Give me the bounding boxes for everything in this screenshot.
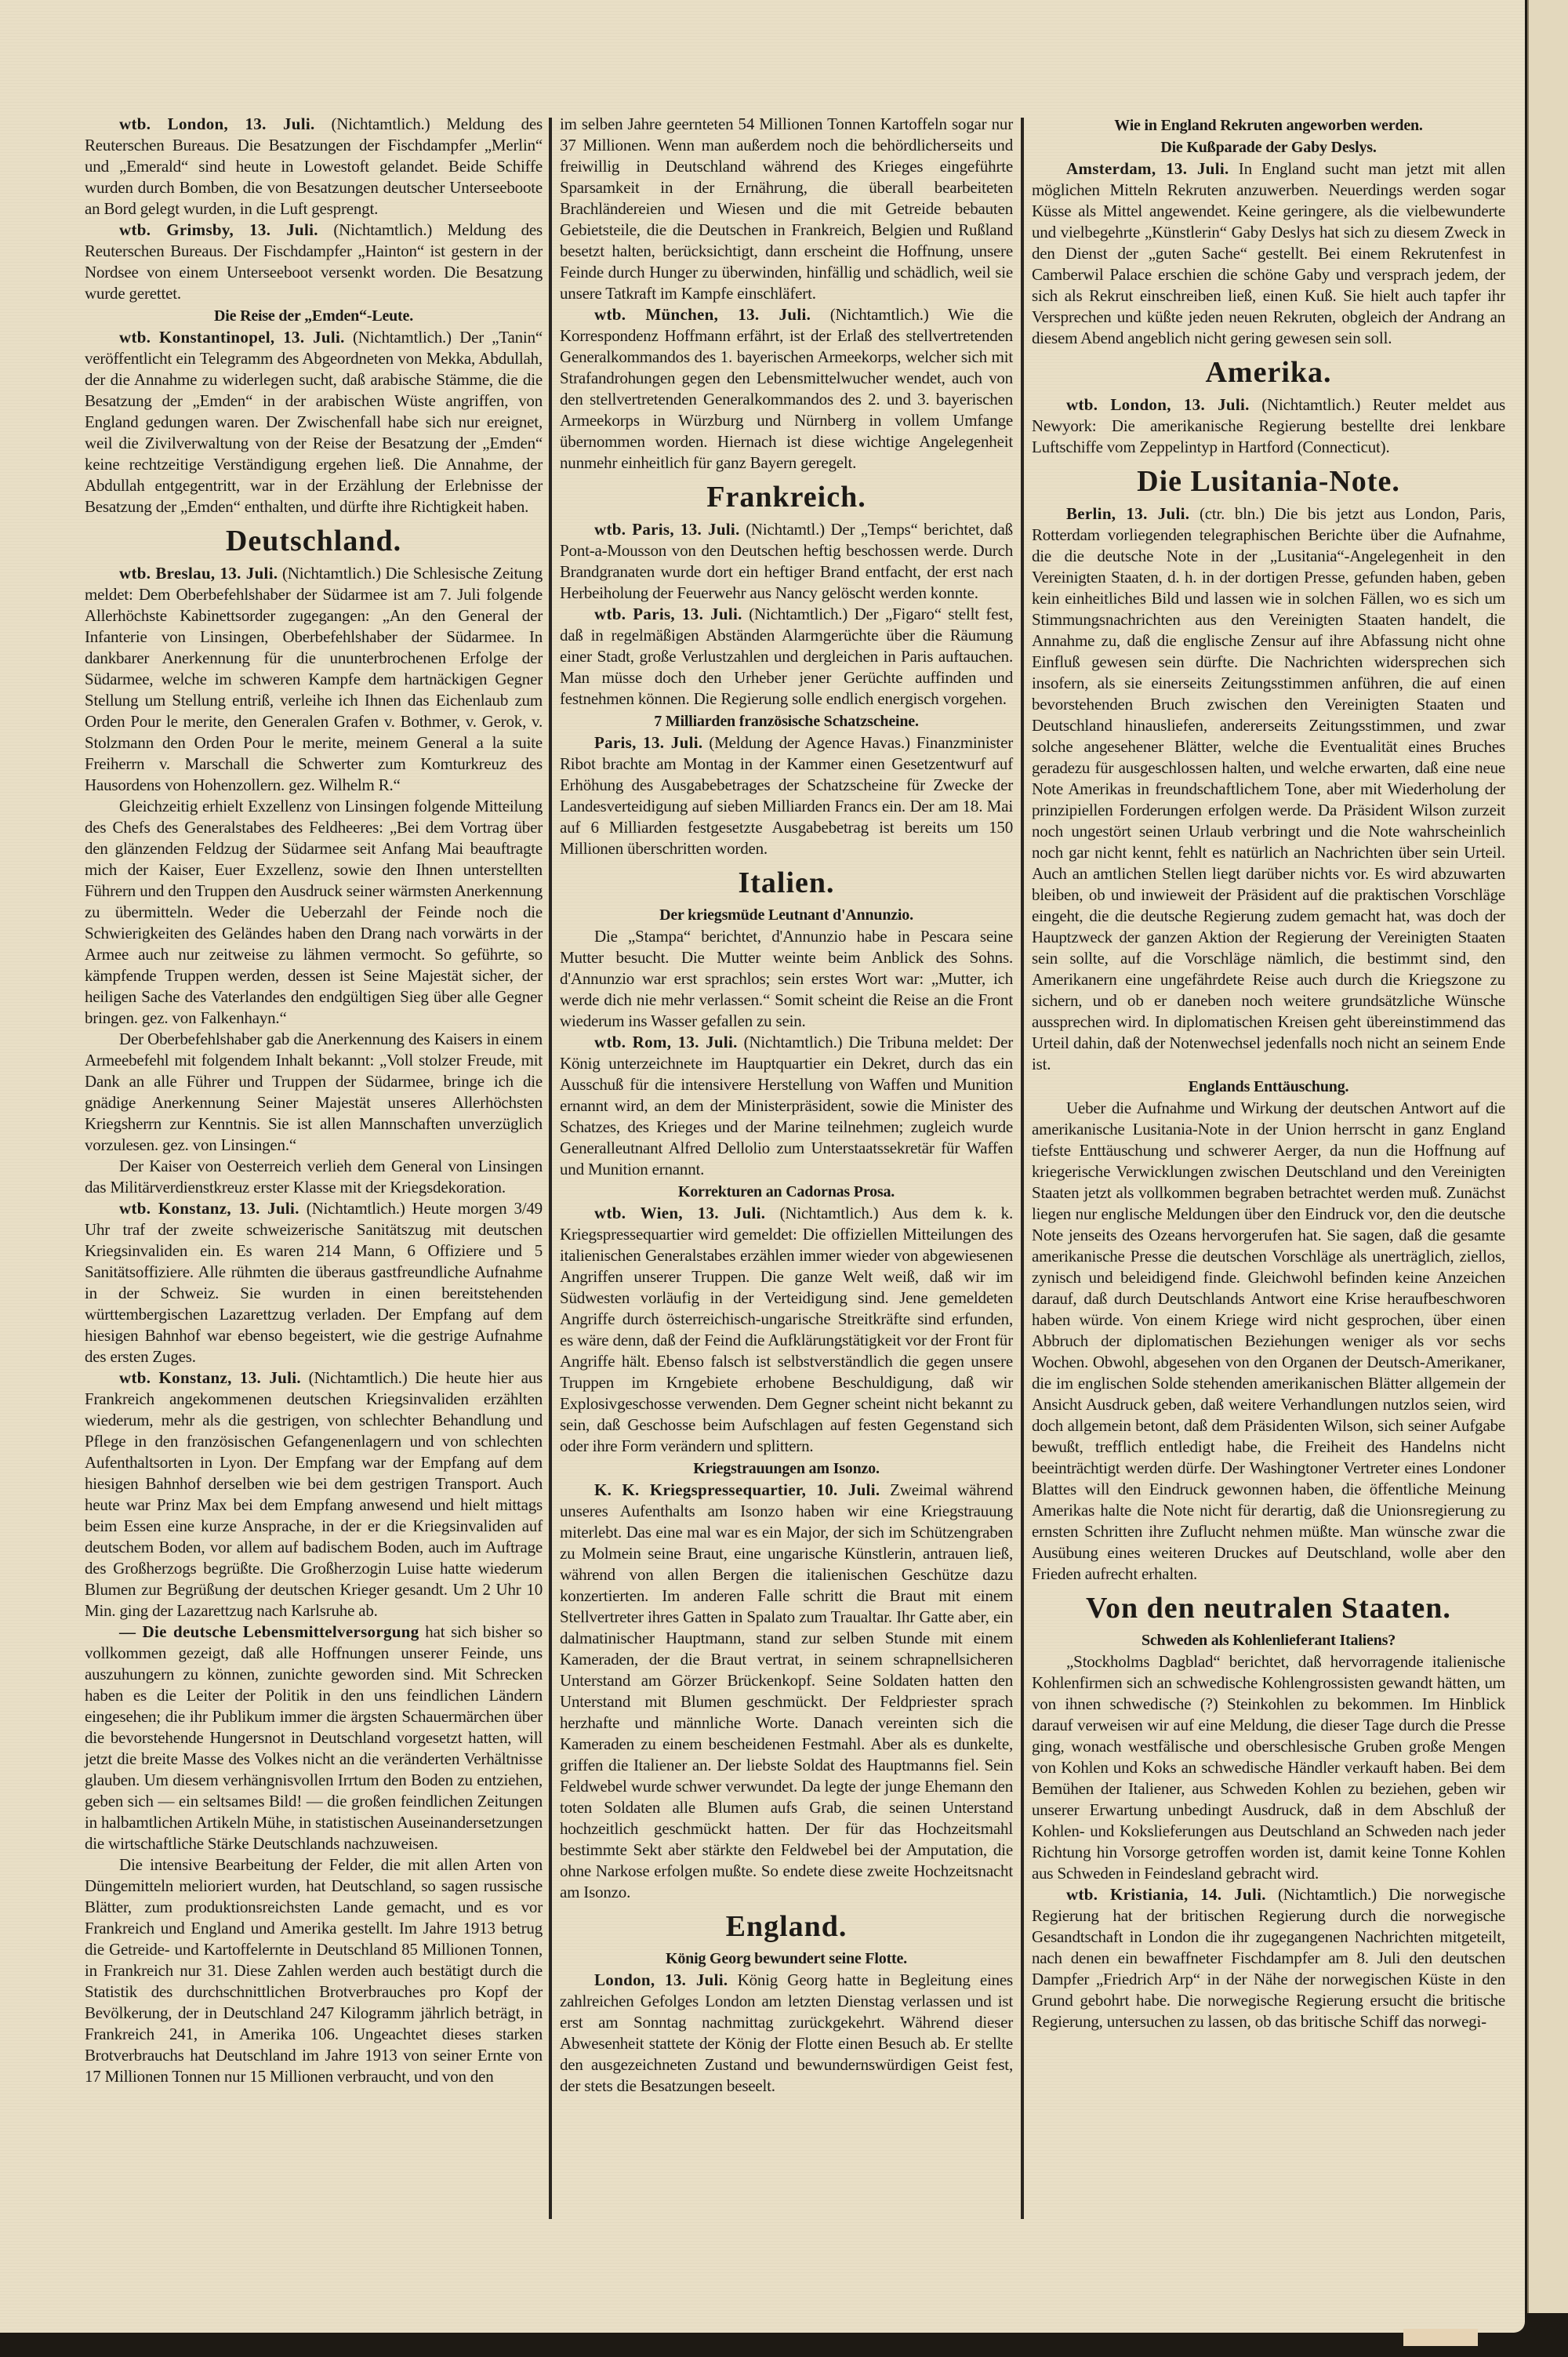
article-paragraph (560, 1203, 1013, 1457)
adjacent-page-edge (1527, 0, 1568, 2313)
page-tab (1403, 2329, 1478, 2346)
paragraph-text: (Nichtamtlich.) Der „Figaro“ stellt fest, daß in regelmäßigen Abständen Alarmgerüchte über die Räumung einer Stadt, große Verlustzahlen und dergleichen in Paris auftauchen. Man müsse doch den Urheber jener Gerüchte auffinden und festnehmen können. Die Regierung solle endlich energisch vorgehen. (560, 605, 1013, 708)
dateline: wtb. München, 13. Juli. (594, 305, 811, 324)
article-headline: Wie in England Rekruten angeworben werden. (1114, 117, 1423, 134)
article-paragraph (85, 1854, 543, 2087)
paragraph-text: (ctr. bln.) Die bis jetzt aus London, Paris, Rotterdam vorliegenden telegraphischen Berichte über die Aufnahme, die die deutsche Note in der „Lusitania“-Angelegenheit in den Vereinigten Staaten, d. h. in der dortigen Presse, gefunden haben, geben kein einheitliches Bild und lassen wie in solchen Fällen, wo es sich um Stimmungsnachrichten aus den Vereinigten Staaten handelt, die Annahme zu, daß die englische Zensur auf ihre Abfassung nicht ohne Einfluß gewesen sein dürfte. Die Nachrichten widersprechen sich insofern, als sie einerseits Zeitungsstimmen anführen, die auf einen bevorstehenden Bruch zwischen den Vereinigten Staaten und Deutschland hinausliefen, andererseits Zeitungsstimmen, und zwar solche angesehener Blätter, welche die Eventualität eines Bruches geradezu für ausgeschlossen halten, und welche erwarten, daß eine neue Note Amerikas in freundschaftlichem Tone, aber mit Wiederholung der prinzipiellen Forderungen erfolgen werde. Da Präsident Wilson zurzeit noch ungestört seinen Urlaub verbringt und die Note wahrscheinlich noch gar nicht kennt, fehlt es natürlich an Nachrichten über sein Urteil. Auch an amtlichen Stellen liegt darüber nichts vor. Es wird abzuwarten bleiben, ob und inwieweit der Präsident auf die praktischen Vorschläge eingeht, die die deutsche Regierung zudem gemacht hat, was doch der Hauptzweck der ganzen Aktion der Regierung der Vereinigten Staaten sein sollte, auf die Vorschläge nämlich, die bestimmt sind, den Amerikanern eine ungefährdete Reise auch durch die Kriegszone zu sichern, und ob er daneben noch weitere grundsätzliche Wünsche aussprechen wird. In diplomatischen Kreisen geht übereinstimmend das Urteil dahin, daß der Notenwechsel jedenfalls noch nicht an seinem Ende ist. (1032, 504, 1505, 1073)
paragraph-text: „Stockholms Dagblad“ berichtet, daß hervorragende italienische Kohlenfirmen sich an schwedische Kohlengrossisten gewandt hätten, um von ihnen schwedische (?) Steinkohlen zu bekommen. Im Hinblick darauf verweisen wir auf eine Meldung, die dieser Tage durch die Presse ging, wonach westfälische und oberschlesische Gruben große Mengen von Kohlen und Koks an schwedische Händler verkauft haben. Bei dem Bemühen der Italiener, aus Schweden Kohlen zu beziehen, geben wir unserer Erwartung unbedingt Ausdruck, daß in dem Abschluß der Kohlen- und Kokslieferungen aus Deutschland an Schweden nach jeder Richtung hin Vorsorge getroffen worden ist, damit keine Tonne Kohlen aus Schweden in Feindesland gebracht wird. (1032, 1652, 1505, 1883)
paragraph-text: Gleichzeitig erhielt Exzellenz von Linsingen folgende Mitteilung des Chefs des Generalstabes des Feldheeres: „Bei dem Vortrag über den glänzenden Feldzug der Südarmee seit Anfang Mai beauftragte mich der Kaiser, Euer Exzellenz, sowie den Ihnen unterstellten Führern und den Truppen den Ausdruck seiner wärmsten Anerkennung zu übermitteln. Weder die Ueberzahl der Feinde noch die Schwierigkeiten des Geländes haben den Drang nach vorwärts in der Armee auch nur zeitweise zu lähmen vermocht. So geführte, so kämpfende Truppen werden, dessen ist Seine Majestät sicher, der heiligen Sache des Vaterlandes den endgültigen Sieg über alle Gegner bringen. gez. von Falkenhayn.“ (85, 797, 543, 1027)
article-paragraph (85, 1029, 543, 1156)
paragraph-text: Der Kaiser von Oesterreich verlieh dem General von Linsingen das Militärverdienstkreuz erster Klasse mit der Kriegsdekoration. (85, 1157, 543, 1197)
article-headline: König Georg bewundert seine Flotte. (666, 1950, 907, 1967)
article-headline: Die Reise der „Emden“-Leute. (214, 307, 413, 325)
article-paragraph (85, 563, 543, 796)
article-paragraph (1032, 503, 1505, 1075)
article-paragraph (560, 604, 1013, 710)
article-headline: Die Kußparade der Gaby Deslys. (1160, 139, 1377, 156)
dateline: wtb. Breslau, 13. Juli. (119, 564, 278, 583)
dateline: wtb. Konstanz, 13. Juli. (119, 1199, 299, 1218)
article-paragraph (85, 114, 543, 220)
dateline: wtb. Rom, 13. Juli. (594, 1033, 738, 1051)
dateline: wtb. Paris, 13. Juli. (594, 605, 742, 623)
dateline: K. K. Kriegspressequartier, 10. Juli. (594, 1480, 880, 1499)
paragraph-text: (Nichtamtlich.) Reuter meldet aus Newyork: Die amerikanische Regierung bestellte drei lenkbare Luftschiffe vom Zeppelintyp in Hartford (Connecticut). (1032, 395, 1505, 456)
paragraph-text: (Nichtamtlich.) Die heute hier aus Frankreich angekommenen deutschen Kriegsinvaliden erzählten wiederum, mehr als die gestrigen, von schlechter Behandlung und Pflege in den französischen Gefangenenlagern und von schlechten Aufenthaltsorten in Lyon. Der Empfang war der Empfang auf dem hiesigen Bahnhof derselben wie bei dem gestrigen Transport. Auch heute war Prinz Max bei dem Empfang anwesend und hielt mittags beim Essen eine kurze Ansprache, in der er die Kriegsinvaliden auf deutschem Boden, vor allem auf badischem Boden, auch im Auftrage des Großherzogs begrüßte. Die Großherzogin Luise hatte wiederum Blumen zur Begrüßung der deutschen Krieger gesandt. Um 2 Uhr 10 Min. ging der Lazarettzug nach Karlsruhe ab. (85, 1368, 543, 1620)
paragraph-text: (Nichtamtlich.) Die norwegische Regierung hat der britischen Regierung durch die norwegische Gesandtschaft in London die ihr zugegangenen Nachrichten mitgeteilt, nach denen ein bewaffneter Fischdampfer am 8. Juli den deutschen Dampfer „Friedrich Arp“ in der Nähe der norwegischen Küste in den Grund gebohrt habe. Die norwegische Regierung ersucht die britische Regierung, untersuchen zu lassen, ob das britische Schiff das norwegi- (1032, 1885, 1505, 2031)
article-paragraph (560, 1480, 1013, 1903)
article-paragraph (560, 519, 1013, 604)
paragraph-text: Der Oberbefehlshaber gab die Anerkennung des Kaisers in einem Armeebefehl mit folgendem Inhalt bekannt: „Voll stolzer Freude, mit Dank an alle Führer und Truppen der Südarmee, bringe ich die gnädige Anerkennung Seiner Majestät unseres Allerhöchsten Kriegsherrn zur Kenntnis. Sie ist allen Mannschaften unverzüglich vorzulesen. gez. von Linsingen.“ (85, 1030, 543, 1154)
section-heading: Italien. (738, 866, 835, 899)
article-paragraph (560, 926, 1013, 1032)
dateline: wtb. Kristiania, 14. Juli. (1066, 1885, 1266, 1904)
article-paragraph (85, 1156, 543, 1198)
paragraph-text: (Nichtamtlich.) Der „Tanin“ veröffentlicht ein Telegramm des Abgeordneten von Mekka, Abdullah, der die Annahme zu widerlegen sucht, daß arabische Stämme, die die Besatzung der „Emden“ in der arabischen Wüste angriffen, von England gedungen waren. Der Zwischenfall habe sich nur ereignet, weil die Zivilverwaltung von der Reise der Besatzung der „Emden“ keine rechtzeitige Verständigung ergehen ließ. Die Annahme, der Abdullah entgegentritt, war in der Erzählung der Erlebnisse der Besatzung der „Emden“ enthalten, und dürfte ihre Richtigkeit haben. (85, 328, 543, 516)
section-heading: Frankreich. (706, 481, 866, 514)
article-paragraph (560, 304, 1013, 474)
section-heading: Von den neutralen Staaten. (1086, 1592, 1451, 1625)
paragraph-text: (Nichtamtlich.) Meldung des Reuterschen Bureaus. Die Besatzungen der Fischdampfer „Merlin“ und „Emerald“ sind heute in Lowestoft gelandet. Beide Schiffe wurden durch Bomben, die von Besatzungen deutscher Unterseeboote an Bord gelegt wurden, in die Luft gesprengt. (85, 114, 543, 218)
paragraph-text: (Meldung der Agence Havas.) Finanzminister Ribot brachte am Montag in der Kammer einen Gesetzentwurf auf Erhöhung des Ausgabebetrages der Schatzscheine für Zwecke der Landesverteidigung auf sieben Milliarden Francs ein. Der am 18. Mai auf 6 Milliarden festgesetzte Ausgabebetrag ist bereits um 150 Millionen überschritten worden. (560, 733, 1013, 858)
dateline: Berlin, 13. Juli. (1066, 504, 1190, 523)
article-paragraph (85, 1367, 543, 1622)
dateline: wtb. Paris, 13. Juli. (594, 520, 740, 539)
column-2 (560, 114, 1013, 2097)
dateline: wtb. London, 13. Juli. (1066, 395, 1250, 414)
article-paragraph (1032, 394, 1505, 458)
paragraph-text: hat sich bisher so vollkommen gezeigt, daß alle Hoffnungen unserer Feinde, uns auszuhungern zu können, zunichte geworden sind. Mit Schrecken haben es die Leiter der Politik in den uns feindlichen Ländern eingesehen; die ihr Publikum immer die ärgsten Schauermärchen über die bevorstehende Hungersnot in Deutschland vorgesetzt hatten, will jetzt die breite Masse des Volkes nicht an die veränderten Verhältnisse glauben. Um diesem verhängnisvollen Irrtum den Boden zu entziehen, geben sich — ein seltsames Bild! — die großen feindlichen Zeitungen in halbamtlichen Artikeln Mühe, in statistischen Auseinandersetzungen die wirtschaftliche Stärke Deutschlands nachzuweisen. (85, 1622, 543, 1853)
article-paragraph (85, 220, 543, 304)
dateline: Paris, 13. Juli. (594, 733, 703, 752)
article-paragraph (85, 327, 543, 518)
article-headline: Der kriegsmüde Leutnant d'Annunzio. (659, 906, 913, 924)
paragraph-text: (Nichtamtlich.) Aus dem k. k. Kriegspressequartier wird gemeldet: Die offiziellen Mitteilungen des italienischen Generalstabes erzählen immer wieder von abgewiesenen Angriffen unserer Truppen. Die ganze Welt weiß, daß wir im Südwesten vorläufig in der Verteidigung sind. Jene gemeldeten Angriffe durch österreichisch-ungarische Streitkräfte sind erfunden, es wäre denn, daß der Feind die Aufklärungstätigkeit vor der Front für Angriffe hält. Ebenso falsch ist selbstverständlich die gegen unsere Truppen im Krngebiete erhobene Beschuldigung, daß wir Explosivgeschosse verwenden. Dem Gegner scheint nicht bekannt zu sein, daß Geschosse beim Aufschlagen auf festen Gegenstand sich oder ihre Form verändern und splittern. (560, 1204, 1014, 1455)
paragraph-text: (Nichtamtlich.) Meldung des Reuterschen Bureaus. Der Fischdampfer „Hainton“ ist gestern in der Nordsee von einem Unterseeboot versenkt worden. Die Besatzung wurde gerettet. (85, 220, 543, 303)
paragraph-text: In England sucht man jetzt mit allen möglichen Mitteln Rekruten anzuwerben. Neuerdings werden sogar Küsse als Mittel angewendet. Keine geringere, als die vielbewunderte und vielbegehrte „Künstlerin“ Gaby Deslys hat sich zu diesem Zweck in den Dienst der „guten Sache“ gestellt. Bei einem Rekrutenfest in Camberwil Palace erschien die schöne Gaby und versprach jedem, der sich als Rekrut einschreiben ließ, einen Kuß. Sie hielt auch tapfer ihr Versprechen und küßte jeden neuen Rekruten, obgleich der Andrang an diesem Abend angeblich nicht gering gewesen sein soll. (1032, 159, 1505, 347)
paragraph-text: Ueber die Aufnahme und Wirkung der deutschen Antwort auf die amerikanische Lusitania-Note in der Union herrscht in ganz England tiefste Enttäuschung und schwerer Aerger, da nun die Hoffnung auf kriegerische Verwicklungen zwischen Deutschland und den Vereinigten Staaten jetzt als vollkommen begraben betrachtet werden muß. Zunächst liegen nur englische Meldungen über den Eindruck vor, den die deutsche Note jenseits des Ozeans hervorgerufen hat. Sie sagen, daß die gesamte amerikanische Presse die deutschen Vorschläge als unerträglich, ziellos, zynisch und beleidigend finde. Gleichwohl befinden keine Anzeichen darauf, daß durch Deutschlands Antwort eine Krise heraufbeschworen haben würde. Von einem Kriege wird nicht gesprochen, über einen Abbruch der diplomatischen Beziehungen weniger als vor sechs Wochen. Obwohl, abgesehen von den Organen der Deutsch-Amerikaner, die im englischen Solde stehenden amerikanischen Blätter allgemein der Ansicht Ausdruck geben, daß weitere Verhandlungen nutzlos seien, wird doch allgemein betont, daß dem Präsidenten Wilson, sich seiner Aufgabe bewußt, trefflich entledigt habe, die Freiheit des Handelns nicht beeinträchtigt werden dürfe. Der Washingtoner Vertreter eines Londoner Blattes will den Eindruck gewonnen haben, die öffentliche Meinung Amerikas halte die Note nicht für derartig, daß die Unionsregierung zu ernsten Schritten ihre Zuflucht nehmen müßte. Man wünsche zwar die Ausübung eines weiteren Druckes auf Deutschland, wolle aber den Frieden aufrecht erhalten. (1032, 1099, 1505, 1583)
paragraph-text: Die „Stampa“ berichtet, d'Annunzio habe in Pescara seine Mutter besucht. Die Mutter weinte beim Anblick des Sohns. d'Annunzio war erst sprachlos; sein erstes Wort war: „Mutter, ich werde dich nie mehr verlassen.“ Somit scheint die Reise an die Front wiederum ins Wasser gefallen zu sein. (560, 927, 1013, 1030)
dateline: — Die deutsche Lebensmittelversorgung (119, 1622, 419, 1641)
paragraph-text: (Nichtamtlich.) Die Schlesische Zeitung meldet: Dem Oberbefehlshaber der Südarmee ist am 7. Juli folgende Allerhöchste Kabinettsorder zugegangen: „An den General der Infanterie von Linsingen, Oberbefehlshaber der Südarmee. In dankbarer Anerkennung für die ununterbrochenen Erfolge der Südarmee, welche im schweren Kampfe dem hartnäckigen Gegner Stellung um Stellung entriß, verleihe ich Ihnen das Eichenlaub zum Orden Pour le merite, den Generalen Grafen v. Bothmer, v. Gerok, v. Stolzmann den Orden Pour le merite, meinem General a la suite Freiherrn v. Marschall die Schwerter zum Komturkreuz des Hausordens von Hohenzollern. gez. Wilhelm R.“ (85, 564, 543, 794)
article-paragraph (560, 1032, 1013, 1180)
dateline: wtb. Grimsby, 13. Juli. (119, 220, 318, 239)
section-heading: Amerika. (1205, 356, 1332, 389)
paragraph-text: (Nichtamtl.) Der „Temps“ berichtet, daß Pont-a-Mousson von den Deutschen heftig beschossen werde. Durch Brandgranaten wurde dort ein heftiger Brand entfacht, der erst nach Herbeiholung der Feuerwehr aus Nancy gelöscht werden konnte. (560, 520, 1013, 602)
article-paragraph (1032, 1651, 1505, 1884)
dateline: wtb. Konstantinopel, 13. Juli. (119, 328, 345, 347)
column-rule (549, 118, 552, 2219)
paragraph-text: (Nichtamtlich.) Wie die Korrespondenz Hoffmann erfährt, ist der Erlaß des stellvertretenden Generalkommandos des 1. bayerischen Armeekorps, welcher sich mit Strafandrohungen gegen den Lebensmittelwucher wendet, auch von den stellvertretenden Generalkommandos des 2. und 3. bayerischen Armeekorps in Würzburg und Nürnberg in vollem Umfange übernommen worden. Hiernach ist diese wichtige Angelegenheit nunmehr einheitlich für ganz Bayern geregelt. (560, 305, 1013, 472)
paragraph-text: Zweimal während unseres Aufenthalts am Isonzo haben wir eine Kriegstrauung miterlebt. Das eine mal war es ein Major, der sich im Schützengraben zu Molmein seine Braut, eine ungarische Künstlerin, antrauen ließ, während von allen Bergen die italienischen Geschütze dazu konzertierten. Im anderen Falle schritt die Braut mit einem Stellvertreter ihres Gatten in Spalato zum Traualtar. Ihr Gatte aber, ein dalmatinischer Hauptmann, stand zur selben Stunde mit einem Kameraden, der die Braut vertrat, in seinem schrapnellsicheren Unterstand am Görzer Brückenkopf. Seine Soldaten hatten den Unterstand mit Blumen geschmückt. Der Feldpriester sprach herzhafte und männliche Worte. Danach vereinten sich die Kameraden zu einem bescheidenen Festmahl. Aber als es dunkelte, griffen die Italiener an. Der liebste Soldat des Hauptmanns fiel. Sein Feldwebel wurde schwer verwundet. Da legte der junge Ehemann den toten Soldaten alle Blumen aufs Grab, die seinen Unterstand hochzeitlich geschmückt hatten. Der für das Hochzeitsmahl bestimmte Sekt aber stärkte den Feldwebel bei der Amputation, die ohne Narkose erfolgen mußte. So endete diese zweite Hochzeitsnacht am Isonzo. (560, 1480, 1013, 1901)
article-paragraph (1032, 158, 1505, 349)
article-paragraph (1032, 1098, 1505, 1585)
column-1 (85, 114, 543, 2087)
dateline: wtb. Konstanz, 13. Juli. (119, 1368, 301, 1387)
dateline: wtb. London, 13. Juli. (119, 114, 315, 133)
article-headline: Korrekturen an Cadornas Prosa. (677, 1183, 895, 1200)
dateline: wtb. Wien, 13. Juli. (594, 1204, 766, 1222)
paragraph-text: (Nichtamtlich.) Heute morgen 3/49 Uhr traf der zweite schweizerische Sanitätszug mit deutschen Kriegsinvaliden ein. Es waren 214 Mann, 6 Offiziere und 5 Sanitätsoffiziere. Alle rühmten die überaus gastfreundliche Aufnahme in der Schweiz. Sie wurden in einen bereitstehenden württembergischen Lazarettzug verladen. Der Empfang auf dem hiesigen Bahnhof war ebenso begeistert, wie die gestrige Aufnahme des ersten Zuges. (85, 1199, 543, 1366)
article-paragraph (560, 114, 1013, 304)
article-headline: Englands Enttäuschung. (1188, 1078, 1349, 1095)
column-rule (1021, 118, 1024, 2219)
paragraph-text: (Nichtamtlich.) Die Tribuna meldet: Der König unterzeichnete im Hauptquartier ein Dekret, durch das ein Ausschuß für die intensivere Herstellung von Waffen und Munition ernannt wird, an dem der Ministerpräsident, sowie die Minister des Schatzes, des Krieges und der Marine teilnehmen; zugleich wurde Generalleutnant Alfred Dellolio zum Unterstaatssekretär für Waffen und Munition ernannt. (560, 1033, 1013, 1178)
article-headline: 7 Milliarden französische Schatzscheine. (654, 713, 919, 730)
paragraph-text: Die intensive Bearbeitung der Felder, die mit allen Arten von Düngemitteln melioriert wurden, hat Deutschland, so sagen russische Blätter, zum produktionsreichsten Lande gemacht, und es vor Frankreich und England und Amerika gestellt. Im Jahre 1913 betrug die Getreide- und Kartoffelernte in Deutschland 85 Millionen Tonnen, in Frankreich nur 31. Diese Zahlen werden auch bestätigt durch die Statistik des durchschnittlichen Brotverbrauches pro Kopf der Bevölkerung, der in Deutschland 247 Kilogramm jährlich beträgt, in Frankreich 241, in Amerika 106. Ungeachtet dieses starken Brotverbrauchs hat Deutschland im Jahre 1913 von seiner Ernte von 17 Millionen Tonnen nur 15 Millionen verbraucht, und von den (85, 1855, 543, 2086)
article-headline: Schweden als Kohlenlieferant Italiens? (1141, 1632, 1396, 1649)
article-paragraph (85, 1622, 543, 1854)
column-3 (1032, 114, 1505, 2032)
article-headline: Kriegstrauungen am Isonzo. (693, 1460, 880, 1477)
article-paragraph (85, 796, 543, 1029)
paragraph-text: König Georg hatte in Begleitung eines zahlreichen Gefolges London am letzten Dienstag verlassen und ist erst am Sonntag nachmittag zurückgekehrt. Während dieser Abwesenheit stattete der König der Flotte einen Besuch ab. Er stellte den ausgezeichneten Zustand und bewundernswürdigen Geist fest, der stets die Besatzungen beseelt. (560, 1970, 1013, 2095)
dateline: Amsterdam, 13. Juli. (1066, 159, 1229, 178)
dateline: London, 13. Juli. (594, 1970, 728, 1989)
section-heading: Deutschland. (225, 525, 402, 557)
article-paragraph (560, 1970, 1013, 2097)
section-heading: England. (725, 1910, 848, 1943)
paragraph-text: im selben Jahre geernteten 54 Millionen Tonnen Kartoffeln sogar nur 37 Millionen. Wenn man außerdem noch die behördlicherseits und freiwillig in Deutschland während des Krieges eingeführte Sparsamkeit in der Ernährung, die überall bearbeiteten Brachländereien und Wiesen und die mit Getreide bebauten Gebietsteile, die die Deutschen in Frankreich, Belgien und Rußland besetzt halten, berücksichtigt, dann erscheint die Hoffnung, unsere Feinde durch Hunger zu überwinden, hinfällig und schädlich, weil sie unsere Tatkraft im Kampfe einschläfert. (560, 114, 1013, 303)
article-paragraph (560, 732, 1013, 859)
article-paragraph (85, 1198, 543, 1367)
section-heading: Die Lusitania-Note. (1137, 465, 1400, 498)
article-paragraph (1032, 1884, 1505, 2032)
